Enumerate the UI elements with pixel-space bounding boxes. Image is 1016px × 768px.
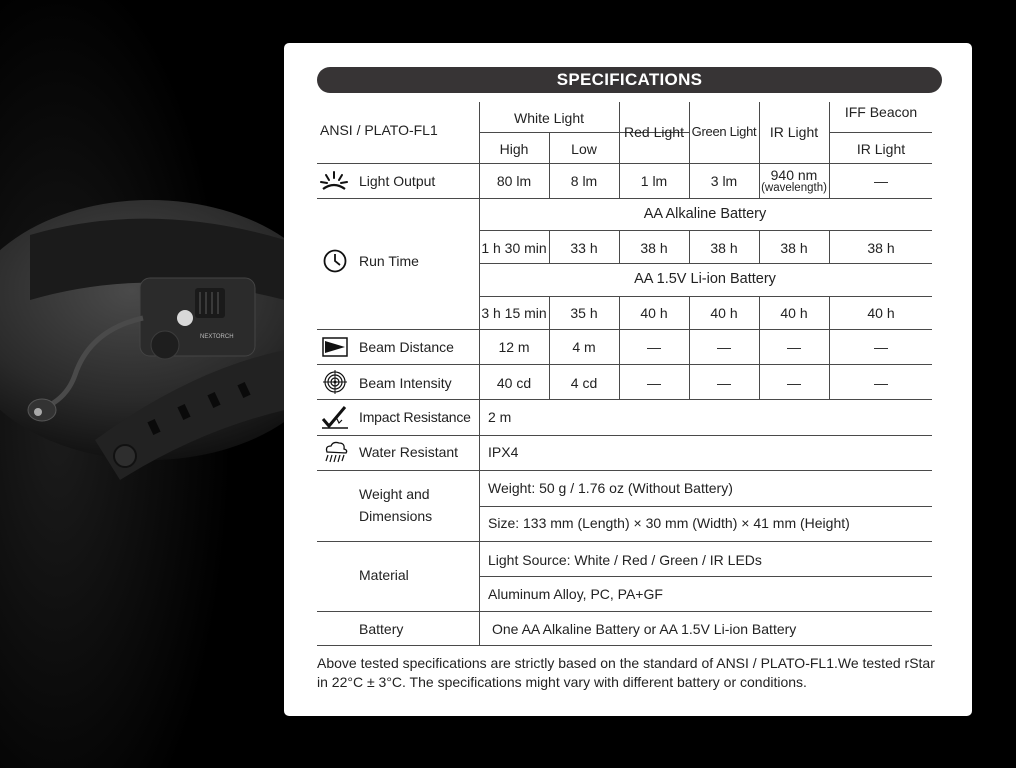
header-high: High — [499, 141, 529, 157]
rule — [829, 102, 830, 198]
cell-note: (wavelength) — [761, 182, 827, 194]
clock-icon — [321, 249, 349, 273]
product-logo: NEXTORCH — [200, 334, 234, 340]
header-low: Low — [571, 141, 597, 157]
cell-value: 38 h — [780, 240, 808, 256]
rule — [689, 296, 690, 399]
footnote: Above tested specifications are strictly based on the standard of ANSI / PLATO-FL1.We tested rStar in 22°C ± 3°C. The specifications might vary with different battery or conditions. — [317, 655, 935, 690]
label-weight: Weight and — [359, 486, 430, 502]
cell-value: 1 lm — [640, 173, 668, 189]
rule — [829, 296, 830, 399]
cell-value: 40 cd — [496, 375, 532, 391]
label-run-time: Run Time — [359, 253, 419, 269]
rule — [619, 230, 620, 263]
rule — [619, 102, 620, 198]
header-iff-ir: IR Light — [856, 141, 906, 157]
cell-value: 40 h — [867, 305, 895, 321]
rule — [549, 132, 550, 198]
beam-distance-icon — [321, 335, 349, 359]
label-dimensions: Dimensions — [359, 508, 433, 524]
label-beam-distance: Beam Distance — [359, 339, 454, 355]
light-burst-icon — [320, 169, 348, 193]
rule — [689, 230, 690, 263]
label-battery: Battery — [359, 621, 404, 637]
cell-value: 38 h — [710, 240, 738, 256]
cell-value: 1 h 30 min — [481, 240, 547, 256]
rule — [317, 611, 932, 612]
cell-value: 3 h 15 min — [481, 305, 547, 321]
cell-value: 940 nm — [770, 167, 818, 183]
cell-value: 35 h — [570, 305, 598, 321]
size-value: Size: 133 mm (Length) × 30 mm (Width) × 41 mm (Height) — [488, 515, 850, 531]
spec-table — [284, 43, 972, 716]
cell-value: 12 m — [498, 339, 530, 355]
cell-value: 3 lm — [710, 173, 738, 189]
cell-value: 4 m — [572, 339, 596, 355]
rule — [829, 230, 830, 263]
impact-value: 2 m — [488, 409, 512, 425]
cell-value: — — [647, 375, 661, 391]
rule — [549, 296, 550, 399]
cell-value: 40 h — [780, 305, 808, 321]
weight-value: Weight: 50 g / 1.76 oz (Without Battery) — [488, 480, 733, 496]
rule — [829, 132, 932, 133]
cell-value: — — [874, 173, 888, 189]
material-body: Aluminum Alloy, PC, PA+GF — [488, 586, 663, 602]
cell-value: — — [717, 339, 731, 355]
battery-value: One AA Alkaline Battery or AA 1.5V Li-ion Battery — [492, 621, 797, 637]
cell-value: — — [787, 375, 801, 391]
cell-value: — — [717, 375, 731, 391]
rule — [479, 263, 932, 264]
cell-value: — — [874, 339, 888, 355]
cell-value: 38 h — [640, 240, 668, 256]
rule — [317, 364, 932, 365]
rule — [479, 296, 932, 297]
spec-banner: SPECIFICATIONS — [317, 67, 942, 93]
label-light-output: Light Output — [359, 173, 436, 189]
spec-card — [284, 43, 972, 716]
header-white-light: White Light — [513, 110, 585, 126]
rule — [317, 399, 932, 400]
cell-value: 8 lm — [570, 173, 598, 189]
cell-value: 33 h — [570, 240, 598, 256]
rule — [317, 435, 932, 436]
cell-value: 38 h — [867, 240, 895, 256]
material-light-source: Light Source: White / Red / Green / IR LEDs — [488, 552, 762, 568]
rule — [759, 230, 760, 263]
water-value: IPX4 — [488, 444, 519, 460]
header-iff-beacon: IFF Beacon — [844, 104, 918, 120]
cell-value: — — [874, 375, 888, 391]
rule — [317, 329, 932, 330]
impact-icon — [321, 405, 349, 429]
rule — [759, 102, 760, 198]
rule — [317, 470, 932, 471]
rule — [479, 102, 480, 645]
rule — [549, 230, 550, 263]
battery-alkaline-title: AA Alkaline Battery — [643, 206, 767, 222]
rule — [479, 506, 932, 507]
cell-value: — — [647, 339, 661, 355]
cell-value: 40 h — [640, 305, 668, 321]
header-model: ANSI / PLATO-FL1 — [320, 122, 438, 138]
rule — [317, 541, 932, 542]
cell-value: 80 lm — [496, 173, 532, 189]
cell-value: — — [787, 339, 801, 355]
rule — [689, 102, 690, 198]
rule — [479, 576, 932, 577]
rule — [317, 198, 932, 199]
battery-liion-title: AA 1.5V Li-ion Battery — [634, 271, 776, 287]
rule — [759, 296, 760, 399]
label-impact-resistance: Impact Resistance — [359, 409, 471, 425]
label-material: Material — [359, 567, 409, 583]
rule — [479, 230, 932, 231]
rule — [317, 163, 932, 164]
rain-icon — [321, 440, 349, 464]
cell-value: 40 h — [710, 305, 738, 321]
cell-value: 4 cd — [570, 375, 598, 391]
rule — [619, 296, 620, 399]
label-water-resistant: Water Resistant — [359, 444, 459, 460]
header-ir-light: IR Light — [769, 124, 819, 140]
header-green-light: Green Light — [691, 124, 757, 139]
rule — [317, 645, 932, 646]
header-red-light: Red Light — [624, 124, 684, 140]
label-beam-intensity: Beam Intensity — [359, 375, 452, 391]
target-icon — [321, 370, 349, 394]
